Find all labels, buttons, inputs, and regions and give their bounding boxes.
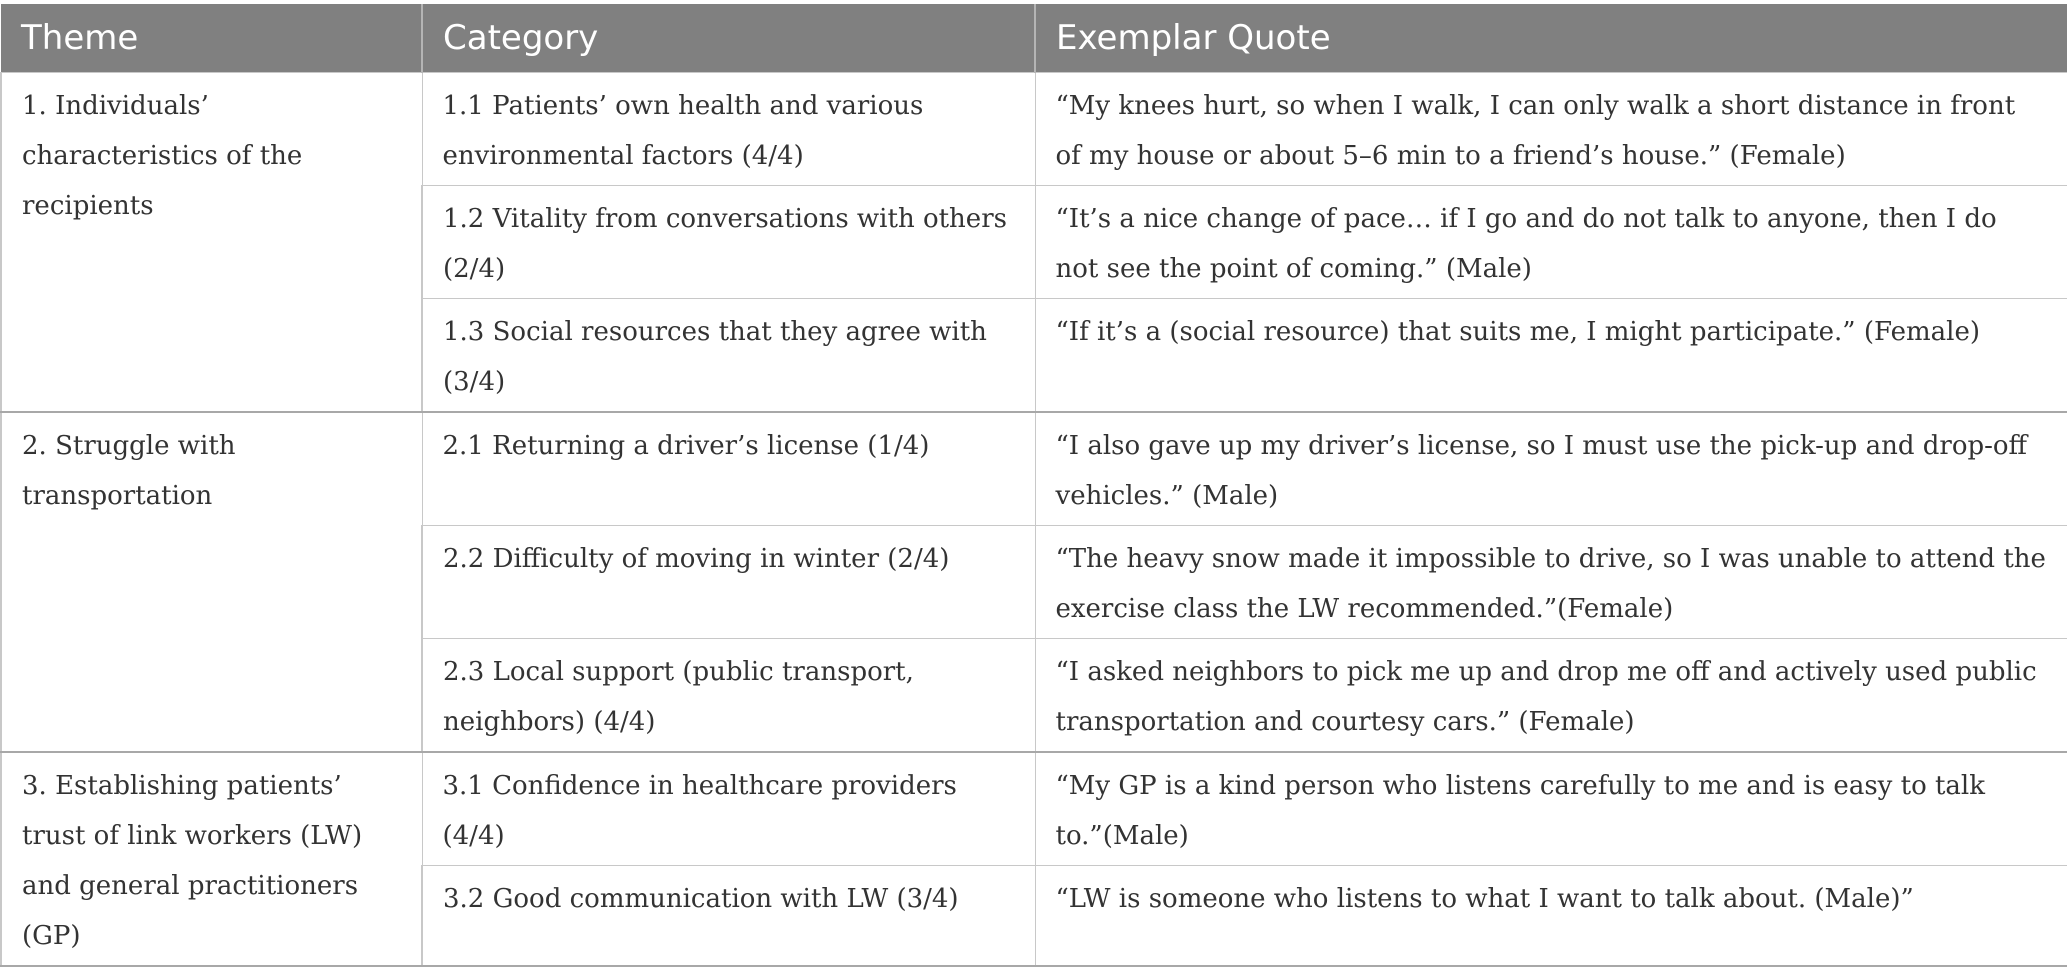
quote-cell: “If it’s a (social resource) that suits me, I might participate.” (Female)	[1035, 298, 2067, 412]
themes-table	[0, 4, 2067, 967]
header-category: Category	[422, 4, 1035, 72]
quote-cell: “My knees hurt, so when I walk, I can only walk a short distance in front of my house or about 5–6 min to a friend’s house.” (Female)	[1035, 72, 2067, 185]
quote-cell: “The heavy snow made it impossible to drive, so I was unable to attend the exercise class the LW recommended.”(Female)	[1035, 525, 2067, 638]
category-cell: 3.2 Good communication with LW (3/4)	[422, 865, 1035, 965]
header-theme: Theme	[1, 4, 422, 72]
category-cell: 2.3 Local support (public transport, neighbors) (4/4)	[422, 638, 1035, 752]
category-cell: 1.3 Social resources that they agree with (3/4)	[422, 298, 1035, 412]
quote-cell: “I asked neighbors to pick me up and drop me off and actively used public transportation and courtesy cars.” (Female)	[1035, 638, 2067, 752]
category-cell: 2.2 Difficulty of moving in winter (2/4)	[422, 525, 1035, 638]
table-header-row	[1, 4, 2067, 72]
theme-cell: 3. Establishing patients’ trust of link workers (LW) and general practitioners (GP)	[1, 752, 422, 966]
quote-cell: “LW is someone who listens to what I want to talk about. (Male)”	[1035, 865, 2067, 965]
quote-cell: “It’s a nice change of pace… if I go and do not talk to anyone, then I do not see the point of coming.” (Male)	[1035, 185, 2067, 298]
table-row	[1, 752, 2067, 866]
quote-cell: “I also gave up my driver’s license, so I must use the pick-up and drop-off vehicles.” (Male)	[1035, 412, 2067, 526]
category-cell: 3.1 Confidence in healthcare providers (4/4)	[422, 752, 1035, 866]
quote-cell: “My GP is a kind person who listens carefully to me and is easy to talk to.”(Male)	[1035, 752, 2067, 866]
category-cell: 1.1 Patients’ own health and various environmental factors (4/4)	[422, 72, 1035, 185]
theme-cell: 1. Individuals’ characteristics of the recipients	[1, 72, 422, 412]
themes-table-container	[0, 4, 2067, 967]
category-cell: 1.2 Vitality from conversations with others (2/4)	[422, 185, 1035, 298]
category-cell: 2.1 Returning a driver’s license (1/4)	[422, 412, 1035, 526]
theme-cell: 2. Struggle with transportation	[1, 412, 422, 752]
table-row	[1, 412, 2067, 526]
header-exemplar-quote: Exemplar Quote	[1035, 4, 2067, 72]
table-row	[1, 72, 2067, 185]
